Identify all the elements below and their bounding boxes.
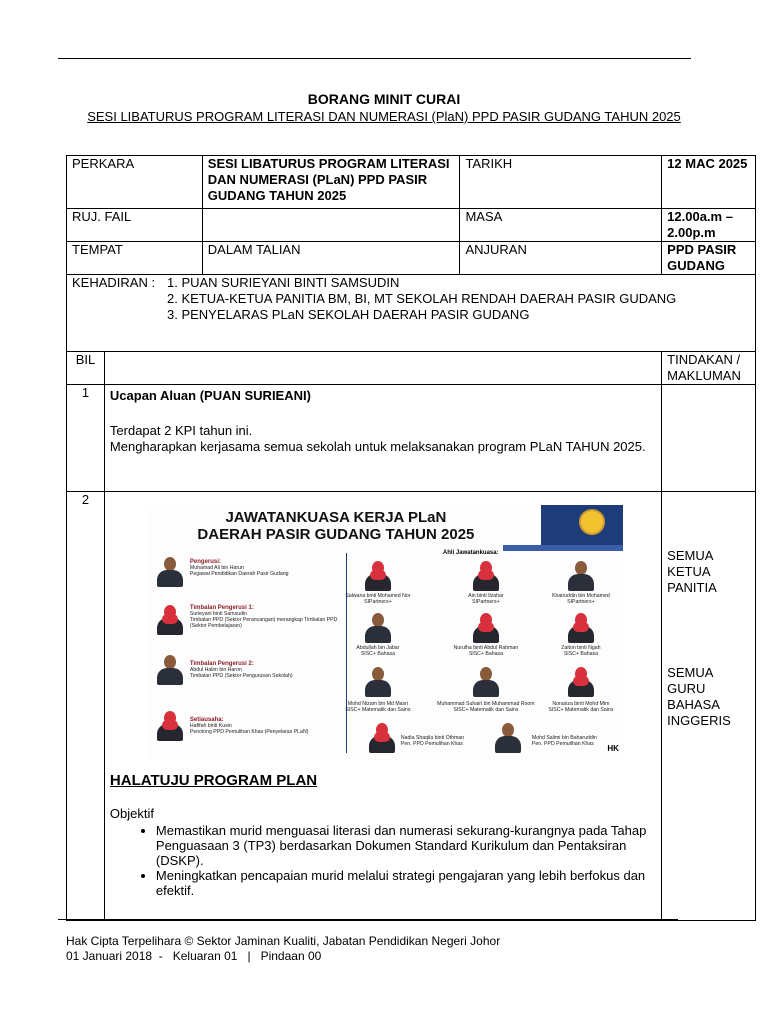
- kehadiran-row: [67, 275, 756, 352]
- item-text: Terdapat 2 KPI tahun ini.: [109, 423, 253, 438]
- masa-label: MASA: [460, 209, 662, 242]
- perkara-value: SESI LIBATURUS PROGRAM LITERASI DAN NUMERASI (PLaN) PPD PASIR GUDANG TAHUN 2025: [202, 156, 460, 209]
- item-tindakan: [662, 385, 756, 492]
- member-caption: Nurulha binti Abdul Rahman SISC+ Bahasa: [453, 645, 519, 657]
- bil-header: BIL: [67, 352, 105, 385]
- poster-mark: HK: [607, 744, 619, 753]
- anjuran-value: PPD PASIR GUDANG: [662, 242, 756, 275]
- footer-copyright: Hak Cipta Terpelihara © Sektor Jaminan Kualiti, Jabatan Pendidikan Negeri Johor: [66, 934, 501, 948]
- person-photo: [156, 557, 184, 587]
- tindakan-word: GURU: [667, 681, 706, 696]
- item-tindakan: [662, 492, 756, 921]
- tindakan-word: PANITIA: [667, 580, 717, 595]
- item-text: Mengharapkan kerjasama semua sekolah untuk melaksanakan program PLaN TAHUN 2025.: [109, 439, 646, 454]
- document-subtitle: SESI LIBATURUS PROGRAM LITERASI DAN NUMERASI (PlaN) PPD PASIR GUDANG TAHUN 2025: [87, 109, 681, 124]
- person-photo: [567, 561, 595, 591]
- objektif-label: Objektif: [109, 806, 154, 821]
- tempat-value: DALAM TALIAN: [202, 242, 460, 275]
- poster-title: JAWATANKUASA KERJA PLaN: [225, 509, 447, 526]
- tindakan-word: INGGERIS: [667, 713, 731, 728]
- kehadiran-item: 3. PENYELARAS PLaN SEKOLAH DAERAH PASIR GUDANG: [167, 307, 530, 322]
- person-photo: [472, 667, 500, 697]
- tindakan-word: BAHASA: [667, 697, 720, 712]
- agenda-item-2: [67, 492, 756, 921]
- item-title: Ucapan Aluan (PUAN SURIEANI): [109, 388, 311, 403]
- tindakan-word: SEMUA: [667, 665, 714, 680]
- halatuju-heading: HALATUJU PROGRAM PLAN: [109, 772, 318, 789]
- header-rule: [58, 58, 691, 59]
- poster-banner-stripe: [503, 545, 623, 551]
- list-item: • Meningkatkan pencapaian murid melalui strategi pengajaran yang lebih berfokus dan efektif.: [156, 868, 656, 898]
- masa-value: 12.00a.m – 2.00p.m: [662, 209, 756, 242]
- item-number: 1: [67, 385, 105, 492]
- tindakan-header: TINDAKAN / MAKLUMAN: [662, 352, 756, 385]
- person-photo: [364, 561, 392, 591]
- timbalan-1-caption: Timbalan Pengerusi 1: Surieyani binti Samsudin Timbalan PPD (Sektor Perancangan) merangkap Timbalan PPD (Sektor Pembelajaran): [189, 605, 338, 629]
- person-photo: [364, 667, 392, 697]
- item-content: [104, 385, 661, 492]
- kehadiran-item: 1. PUAN SURIEYANI BINTI SAMSUDIN: [167, 275, 400, 290]
- person-photo: [364, 613, 392, 643]
- poster-title: DAERAH PASIR GUDANG TAHUN 2025: [197, 526, 475, 543]
- item-number: 2: [67, 492, 105, 921]
- item-content: [104, 492, 661, 921]
- tarikh-label: TARIKH: [460, 156, 662, 209]
- perkara-header: [104, 352, 661, 385]
- person-photo: [567, 667, 595, 697]
- person-photo: [567, 613, 595, 643]
- setiausaha-caption: Setiausaha: Hafifah binti Kusin Penolong PPD Pemulihan Khas (Penyelaras PLaN): [189, 717, 309, 735]
- person-photo: [156, 711, 184, 741]
- kehadiran-cell: [67, 275, 756, 352]
- footer-version: 01 Januari 2018 - Keluaran 01 | Pindaan 00: [66, 949, 322, 963]
- kehadiran-item: 2. KETUA-KETUA PANITIA BM, BI, MT SEKOLAH RENDAH DAERAH PASIR GUDANG: [167, 291, 677, 306]
- minutes-table: [66, 155, 756, 921]
- member-caption: Mohd Salimi bin Baharuddin Pen. PPD Pemulihan Khas: [531, 735, 597, 747]
- tindakan-word: KETUA: [667, 564, 711, 579]
- member-caption: Salwana binti Mohamed Nor SIPartners+: [345, 593, 411, 605]
- objektif-list: [110, 823, 656, 898]
- ruj-row: [67, 209, 756, 242]
- member-caption: Khairuddin bin Mohamed SIPartners+: [552, 593, 610, 605]
- perkara-label: PERKARA: [67, 156, 203, 209]
- tindakan-group-2: [667, 665, 750, 729]
- member-caption: Muhammad Suhairi bin Muhammad Room SISC+ Matematik dan Sains: [437, 701, 535, 713]
- tindakan-group-1: [667, 548, 750, 596]
- member-caption: Zaiton binti Ngah SISC+ Bahasa: [561, 645, 601, 657]
- tarikh-value: 12 MAC 2025: [662, 156, 756, 209]
- member-caption: Ain binti Ilzahar SIPartners+: [468, 593, 504, 605]
- timbalan-2-caption: Timbalan Pengerusi 2: Abdul Halim bin Haron Timbalan PPD (Sektor Pengurusan Sekolah): [189, 661, 293, 679]
- tempat-label: TEMPAT: [67, 242, 203, 275]
- ruj-label: RUJ. FAIL: [67, 209, 203, 242]
- member-caption: Mohd Nizam bin Md Masri SISC+ Matematik dan Sains: [345, 701, 411, 713]
- ruj-value: [202, 209, 460, 242]
- person-photo: [156, 605, 184, 635]
- agenda-item-1: [67, 385, 756, 492]
- members-label: Ahli Jawatankuasa:: [442, 550, 499, 556]
- pengerusi-caption: Pengerusi: Muhamad Ali bin Harun Pegawai Pendidikan Daerah Pasir Gudang: [189, 559, 289, 577]
- anjuran-label: ANJURAN: [460, 242, 662, 275]
- member-caption: Norasiza binti Mohd Mim SISC+ Matematik dan Sains: [548, 701, 614, 713]
- document-title: BORANG MINIT CURAI: [307, 91, 461, 107]
- member-caption: Nadia Shaqila binti Othman Pen. PPD Pemulihan Khas: [400, 735, 465, 747]
- column-header-row: [67, 352, 756, 385]
- tempat-row: [67, 242, 756, 275]
- tindakan-word: SEMUA: [667, 548, 714, 563]
- kehadiran-label: KEHADIRAN :: [72, 275, 156, 290]
- person-photo: [368, 723, 396, 753]
- person-photo: [472, 613, 500, 643]
- committee-poster: [146, 505, 623, 761]
- footer: [66, 934, 500, 964]
- member-caption: Abdullah bin Jabar SISC+ Bahasa: [356, 645, 400, 657]
- person-photo: [156, 655, 184, 685]
- person-photo: [472, 561, 500, 591]
- person-photo: [494, 723, 522, 753]
- footer-rule: [58, 919, 678, 920]
- crest-logo-icon: [579, 509, 605, 535]
- list-item: • Memastikan murid menguasai literasi dan numerasi sekurang-kurangnya pada Tahap Penguasaan 3 (TP3) berdasarkan Dokumen Standard Kurikulum dan Pentaksiran (DSKP).: [156, 823, 656, 868]
- perkara-row: [67, 156, 756, 209]
